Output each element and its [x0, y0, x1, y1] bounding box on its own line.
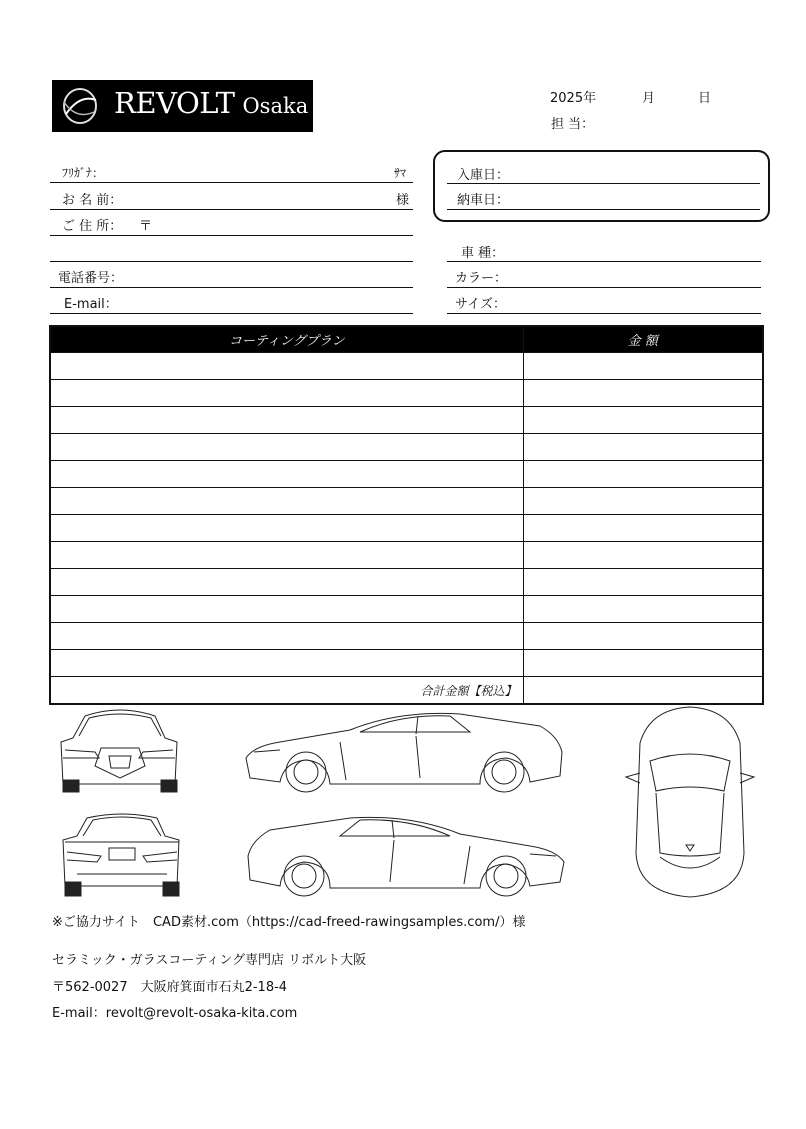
price-cell[interactable]: [523, 569, 763, 596]
table-row: [50, 353, 763, 380]
model-line: [447, 261, 761, 262]
price-cell[interactable]: [523, 623, 763, 650]
address-line-2: [50, 261, 413, 262]
table-row: [50, 380, 763, 407]
table-row: [50, 542, 763, 569]
price-cell[interactable]: [523, 542, 763, 569]
postal-mark: 〒: [139, 219, 153, 234]
plan-cell[interactable]: [50, 407, 523, 434]
model-label: 車 種：: [461, 246, 505, 261]
furigana-suffix: ｻﾏ: [394, 166, 407, 180]
email-line: [50, 313, 413, 314]
size-line: [447, 313, 761, 314]
price-cell[interactable]: [523, 488, 763, 515]
price-cell[interactable]: [523, 650, 763, 677]
plan-cell[interactable]: [50, 596, 523, 623]
price-cell[interactable]: [523, 380, 763, 407]
car-top-view-diagram: [620, 703, 760, 901]
date-month: 月: [642, 91, 656, 106]
plan-cell[interactable]: [50, 515, 523, 542]
price-cell[interactable]: [523, 434, 763, 461]
name-label: お 名 前：: [62, 193, 123, 208]
color-label: カラー：: [455, 271, 508, 286]
table-row: [50, 650, 763, 677]
coating-plan-table: [49, 325, 764, 705]
shop-name: セラミック・ガラスコーティング専門店 リボルト大阪: [52, 953, 367, 968]
logo-wordmark: REVOLT Osaka: [114, 86, 309, 120]
price-cell[interactable]: [523, 596, 763, 623]
plan-cell[interactable]: [50, 353, 523, 380]
address-line-1: [50, 235, 413, 236]
price-cell[interactable]: [523, 515, 763, 542]
logo-emblem-icon: [52, 80, 112, 132]
phone-line: [50, 287, 413, 288]
furigana-line: [50, 182, 413, 183]
price-cell[interactable]: [523, 461, 763, 488]
staff-label: 担 当：: [551, 117, 595, 132]
total-label: 合計金額【税込】: [50, 677, 523, 705]
car-side-view-right-diagram: [240, 810, 570, 900]
table-row: [50, 434, 763, 461]
total-row: [50, 677, 763, 705]
brand-logo: [52, 80, 313, 132]
table-row: [50, 488, 763, 515]
phone-label: 電話番号：: [58, 271, 124, 286]
size-label: サイズ：: [455, 297, 506, 312]
price-cell[interactable]: [523, 353, 763, 380]
table-row: [50, 623, 763, 650]
color-line: [447, 287, 761, 288]
plan-cell[interactable]: [50, 569, 523, 596]
table-row: [50, 407, 763, 434]
car-side-view-left-diagram: [240, 706, 570, 796]
plan-cell[interactable]: [50, 542, 523, 569]
table-row: [50, 515, 763, 542]
entry-date-label: 入庫日：: [457, 168, 510, 183]
date-day: 日: [698, 91, 712, 106]
total-amount-cell[interactable]: [523, 677, 763, 705]
plan-cell[interactable]: [50, 461, 523, 488]
plan-cell[interactable]: [50, 650, 523, 677]
table-row: [50, 461, 763, 488]
plan-cell[interactable]: [50, 434, 523, 461]
delivery-date-label: 納車日：: [457, 193, 510, 208]
table-row: [50, 596, 763, 623]
date-year: 2025年: [550, 91, 597, 106]
name-suffix: 様: [396, 193, 410, 208]
delivery-date-line: [447, 209, 760, 210]
furigana-label: ﾌﾘｶﾞﾅ：: [62, 166, 105, 180]
delivery-dates-box: [433, 150, 770, 222]
credit-note: ※ご協力サイト CAD素材.com（https://cad-freed-rawingsamples.com/）様: [52, 915, 526, 930]
plan-cell[interactable]: [50, 623, 523, 650]
shop-email: E-mail：revolt@revolt-osaka-kita.com: [52, 1006, 298, 1021]
plan-cell[interactable]: [50, 488, 523, 515]
price-cell[interactable]: [523, 407, 763, 434]
car-rear-view-diagram: [57, 810, 187, 898]
car-front-view-diagram: [55, 706, 185, 794]
plan-column-header: コーティングプラン: [50, 326, 523, 353]
address-label: ご 住 所：: [62, 219, 123, 234]
price-column-header: 金 額: [523, 326, 763, 353]
name-line: [50, 209, 413, 210]
table-row: [50, 569, 763, 596]
shop-address: 〒562-0027 大阪府箕面市石丸2-18-4: [52, 980, 288, 995]
entry-date-line: [447, 183, 760, 184]
table-header-row: [50, 326, 763, 353]
plan-cell[interactable]: [50, 380, 523, 407]
email-label: E-mail：: [64, 297, 118, 312]
